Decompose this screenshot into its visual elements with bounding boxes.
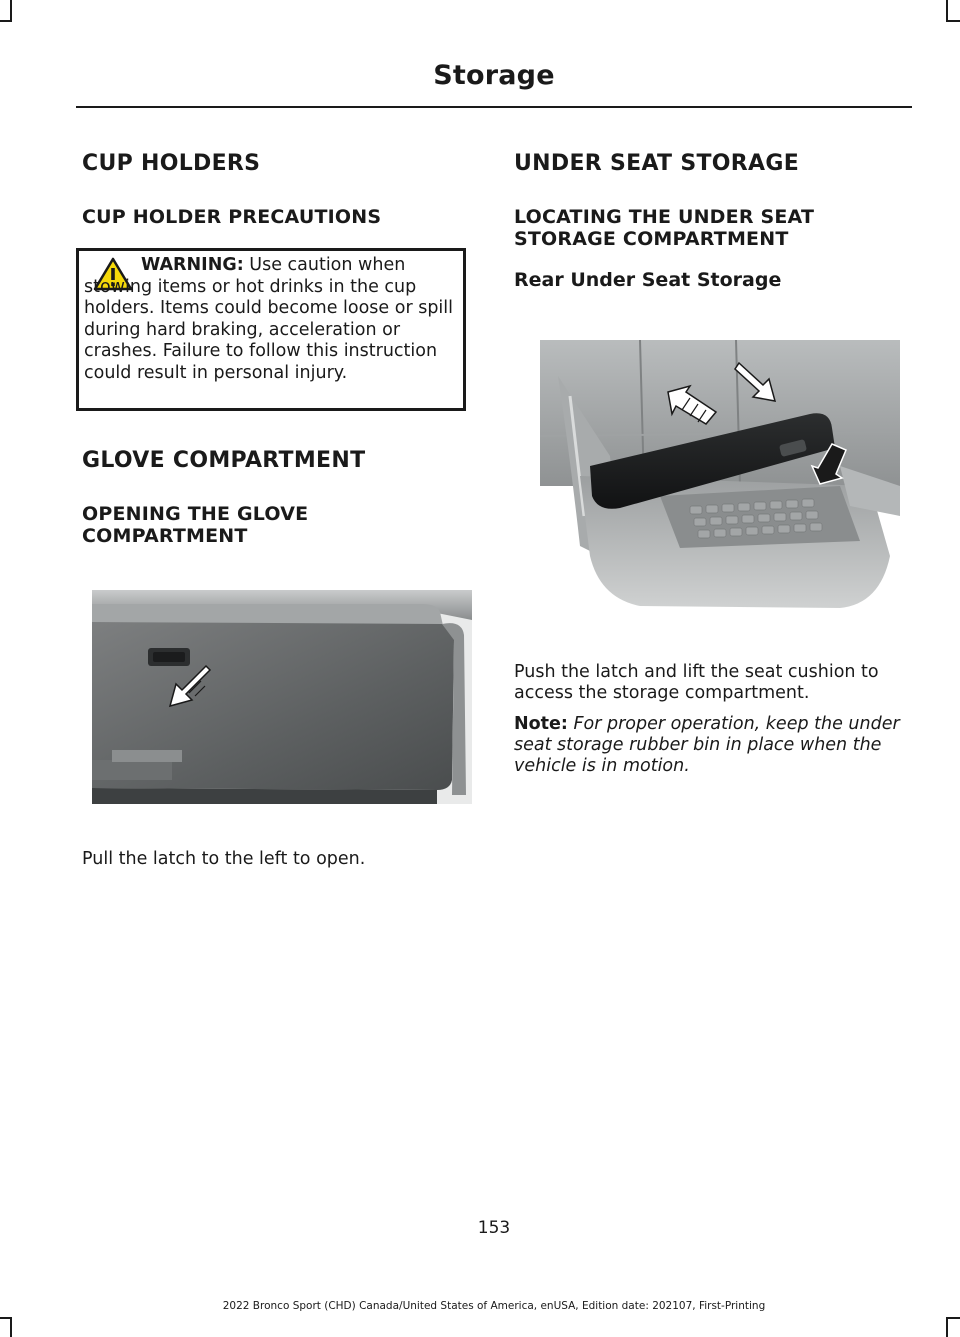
note-paragraph — [514, 714, 906, 777]
note-label: Note: — [514, 714, 568, 734]
glove-compartment-illustration — [92, 590, 472, 804]
locating-under-seat-heading: LOCATING THE UNDER SEAT STORAGE COMPARTMENT — [514, 206, 815, 250]
crop-mark-bottom-right-h — [946, 1317, 960, 1319]
under-seat-storage-heading: UNDER SEAT STORAGE — [514, 151, 800, 176]
warning-body: Use caution when stowing items or hot drinks in the cup holders. Items could become loose or spill during hard braking, acceleration or crashes. Failure to follow this instruction could result in personal injury. — [84, 255, 454, 383]
rear-under-seat-storage-heading: Rear Under Seat Storage — [514, 269, 782, 291]
cup-holder-precautions-heading: CUP HOLDER PRECAUTIONS — [82, 206, 382, 228]
note-body: For proper operation, keep the under seat storage rubber bin in place when the vehicle is in motion. — [514, 714, 900, 776]
crop-mark-top-left-h — [0, 20, 12, 22]
crop-mark-bottom-left-v — [10, 1317, 12, 1337]
page-header-title: Storage — [433, 60, 555, 91]
header-divider — [76, 106, 912, 108]
crop-mark-top-left-v — [10, 0, 12, 20]
opening-glove-compartment-heading: OPENING THE GLOVE COMPARTMENT — [82, 503, 309, 547]
crop-mark-bottom-right-v — [946, 1317, 948, 1337]
under-seat-instruction: Push the latch and lift the seat cushion to access the storage compartment. — [514, 662, 879, 703]
cup-holders-heading: CUP HOLDERS — [82, 151, 261, 176]
glove-compartment-caption: Pull the latch to the left to open. — [82, 849, 366, 869]
crop-mark-bottom-left-h — [0, 1317, 12, 1319]
crop-mark-top-right-h — [946, 20, 960, 22]
glove-compartment-heading: GLOVE COMPARTMENT — [82, 448, 366, 473]
page-footer: 2022 Bronco Sport (CHD) Canada/United States of America, enUSA, Edition date: 202107, First-Printing — [222, 1300, 766, 1312]
page-number: 153 — [477, 1218, 511, 1238]
crop-mark-top-right-v — [946, 0, 948, 20]
warning-label: WARNING: — [141, 255, 244, 275]
under-seat-storage-illustration — [540, 336, 900, 618]
warning-text — [84, 255, 466, 384]
warning-box — [76, 248, 466, 411]
